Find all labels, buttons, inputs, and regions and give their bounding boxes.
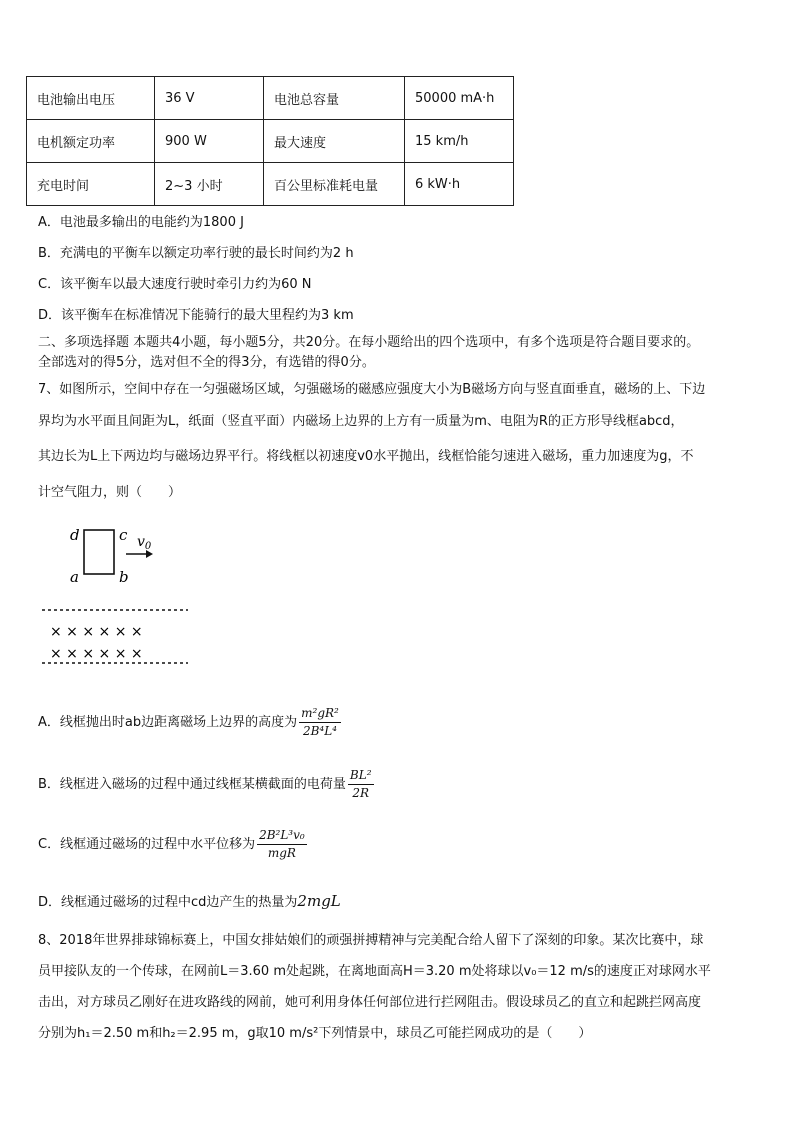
q7-stem-line4: 计空气阻力，则（ ） <box>38 485 182 500</box>
q8-stem-line2: 员甲接队友的一个传球，在网前L＝3.60 m处起跳，在离地面高H＝3.20 m处将球以v₀＝12 m/s的速度正对球网水平 <box>38 964 711 979</box>
section2-heading-line2: 全部选对的得5分，选对但不全的得3分，有选错的得0分。 <box>38 355 375 370</box>
q7-option-c-text: C．线框通过磁场的过程中水平位移为 <box>38 837 256 852</box>
magnetic-field-row: × × × × × × <box>50 646 143 662</box>
label-a: a <box>70 568 79 586</box>
q7-option-a <box>38 706 341 739</box>
table-cell: 50000 mA·h <box>405 77 514 120</box>
fraction-denominator: 2R <box>352 786 370 800</box>
table-cell: 电池总容量 <box>264 77 405 120</box>
q7-option-a-fraction <box>299 706 341 739</box>
q6-option-d: D．该平衡车在标准情况下能骑行的最大里程约为3 km <box>38 308 354 323</box>
battery-spec-table <box>26 76 514 206</box>
q8-stem-line1: 8、2018年世界排球锦标赛上，中国女排姑娘们的顽强拼搏精神与完美配合给人留下了深刻的印象。某次比赛中，球 <box>38 933 704 948</box>
table-row <box>27 163 514 206</box>
square-wire-frame <box>84 530 114 574</box>
wire-frame-diagram <box>40 520 210 674</box>
table-cell: 15 km/h <box>405 120 514 163</box>
q7-option-b-fraction <box>348 768 374 801</box>
q6-option-b: B．充满电的平衡车以额定功率行驶的最长时间约为2 h <box>38 246 354 261</box>
q7-option-d <box>38 891 341 910</box>
label-c: c <box>119 526 128 544</box>
q8-stem-line4: 分别为h₁＝2.50 m和h₂＝2.95 m，g取10 m/s²下列情景中，球员乙可能拦网成功的是（ ） <box>38 1026 592 1041</box>
q7-option-b-text: B．线框进入磁场的过程中通过线框某横截面的电荷量 <box>38 777 346 792</box>
q6-option-a: A．电池最多输出的电能约为1800 J <box>38 215 244 230</box>
table-row <box>27 120 514 163</box>
q6-option-c: C．该平衡车以最大速度行驶时牵引力约为60 N <box>38 277 312 292</box>
section2-heading-line1: 二、多项选择题 本题共4小题，每小题5分，共20分。在每小题给出的四个选项中，有多个选项是符合题目要求的。 <box>38 335 700 350</box>
table-cell: 充电时间 <box>27 163 155 206</box>
q7-option-c <box>38 828 307 861</box>
table-cell: 900 W <box>155 120 264 163</box>
table-cell: 6 kW·h <box>405 163 514 206</box>
q7-option-c-fraction <box>257 828 307 861</box>
fraction-denominator: mgR <box>267 846 296 860</box>
fraction-denominator: 2B⁴L⁴ <box>302 724 337 738</box>
fraction-numerator: 2B²L³v₀ <box>257 828 307 845</box>
q7-option-a-text: A．线框抛出时ab边距离磁场上边界的高度为 <box>38 715 298 730</box>
table-cell: 2~3 小时 <box>155 163 264 206</box>
q7-option-d-text: D．线框通过磁场的过程中cd边产生的热量为 <box>38 895 298 910</box>
label-d: d <box>70 526 80 544</box>
label-b: b <box>119 568 129 586</box>
wire-frame-figure <box>40 520 210 670</box>
q7-option-d-value: 2mgL <box>297 892 341 910</box>
fraction-numerator: m²gR² <box>299 706 341 723</box>
velocity-label: $v_0$ <box>137 534 152 552</box>
q7-stem-line2: 界均为水平面且间距为L，纸面（竖直平面）内磁场上边界的上方有一质量为m、电阻为R的正方形导线框abcd， <box>38 414 684 429</box>
q8-stem-line3: 击出，对方球员乙刚好在进攻路线的网前，她可利用身体任何部位进行拦网阻击。假设球员乙的直立和起跳拦网高度 <box>38 995 702 1010</box>
magnetic-field-row: × × × × × × <box>50 624 143 640</box>
table-row <box>27 77 514 120</box>
q7-option-b <box>38 768 374 801</box>
table-cell: 电池输出电压 <box>27 77 155 120</box>
table-cell: 36 V <box>155 77 264 120</box>
q7-stem-line1: 7、如图所示，空间中存在一匀强磁场区域，匀强磁场的磁感应强度大小为B磁场方向与竖直面垂直，磁场的上、下边 <box>38 382 706 397</box>
q7-stem-line3: 其边长为L上下两边均与磁场边界平行。将线框以初速度v0水平抛出，线框恰能匀速进入磁场，重力加速度为g，不 <box>38 449 694 464</box>
table-cell: 电机额定功率 <box>27 120 155 163</box>
table-cell: 百公里标准耗电量 <box>264 163 405 206</box>
table-cell: 最大速度 <box>264 120 405 163</box>
fraction-numerator: BL² <box>348 768 374 785</box>
